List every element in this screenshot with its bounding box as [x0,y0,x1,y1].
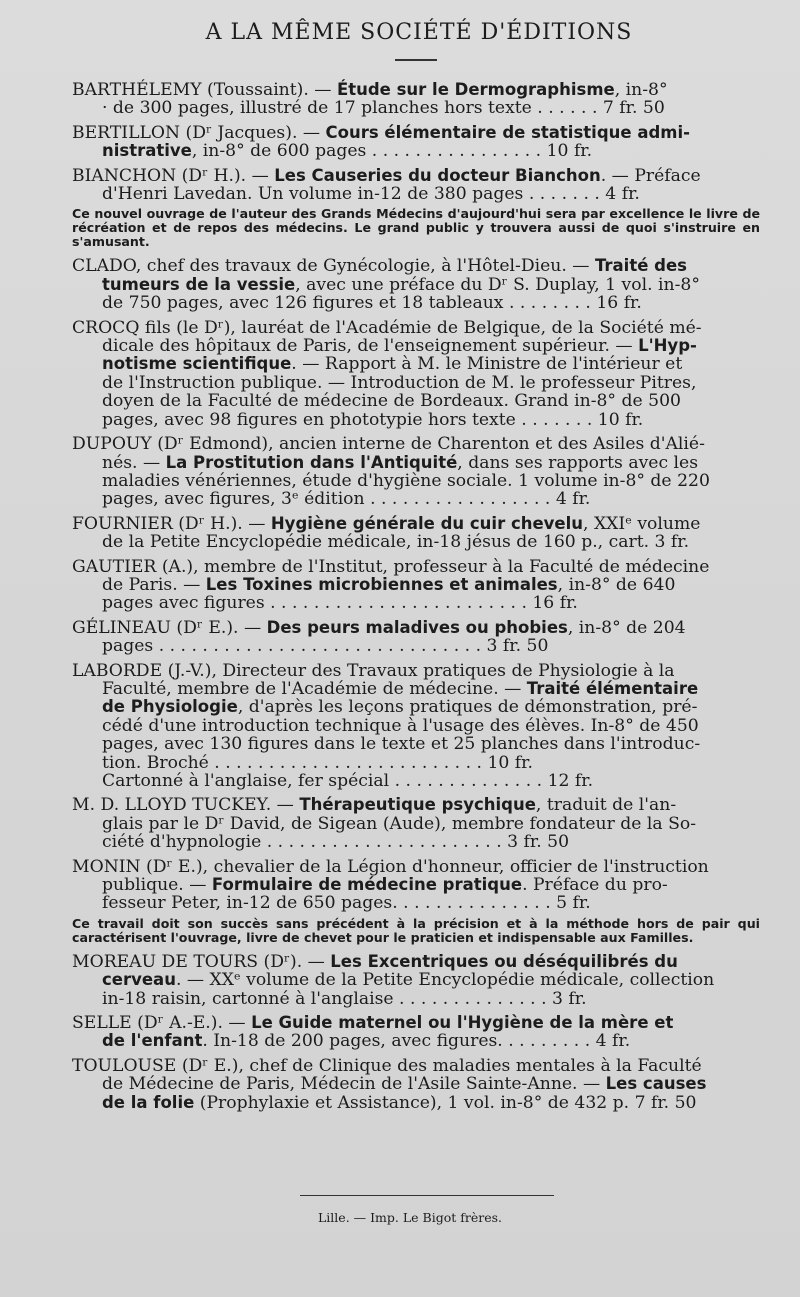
book-title: Traité des [594,256,687,276]
book-title: Formulaire de médecine pratique [211,875,523,895]
catalog-entry [72,319,760,429]
catalog-entry [72,81,760,118]
entry-line: Cartonné à l'anglaise, fer spécial . . . . . . . . . . . . . . 12 fr. [102,771,594,791]
entry-line: nistrative, in-8° de 600 pages . . . . . . . . . . . . . . . . 10 fr. [102,141,593,162]
book-title: L'Hyp- [638,336,697,356]
entry-line: pages, avec figures, 3ᵉ édition . . . . . . . . . . . . . . . . . 4 fr. [102,489,591,510]
page-heading: A LA MÊME SOCIÉTÉ D'ÉDITIONS [205,20,633,45]
book-title: Le Guide maternel ou l'Hygiène de la mère et [251,1013,674,1033]
entry-line: d'Henri Lavedan. Un volume in-12 de 380 pages . . . . . . . 4 fr. [102,184,640,205]
catalog-entry [72,558,760,613]
entry-line: BIANCHON (Dʳ H.). — Les Causeries du docteur Bianchon. — Préface [72,165,701,186]
heading-rule [395,59,437,61]
entry-line: pages, avec 98 figures en phototypie hors texte . . . . . . . 10 fr. [102,409,644,430]
book-title: Les Excentriques ou déséquilibrés du [330,951,678,971]
entry-line: pages avec figures . . . . . . . . . . . . . . . . . . . . . . . . 16 fr. [102,593,578,614]
catalog-entry [72,124,760,161]
entry-line: notisme scientifique. — Rapport à M. le Ministre de l'intérieur et [102,354,683,375]
book-title: de Physiologie [102,697,238,717]
entry-line: de l'Instruction publique. — Introduction de M. le professeur Pitres, [102,372,697,393]
catalog-entry [72,1014,760,1051]
entry-line: cerveau. — XXᵉ volume de la Petite Encyclopédie médicale, collection [102,970,715,991]
book-title: notisme scientifique [102,354,292,374]
entry-line: de Paris. — Les Toxines microbiennes et animales, in-8° de 640 [102,574,676,595]
book-title: Traité élémentaire [526,678,699,698]
catalog-entry [72,435,760,509]
book-title: de la folie [102,1092,195,1112]
entry-line: CLADO, chef des travaux de Gynécologie, à l'Hôtel-Dieu. — Traité des [72,256,687,277]
entry-line: in-18 raisin, cartonné à l'anglaise . . . . . . . . . . . . . . 3 fr. [102,988,587,1009]
entry-line: Faculté, membre de l'Académie de médecine. — Traité élémentaire [102,678,699,699]
footer-rule [300,1195,554,1196]
entry-line: dicale des hôpitaux de Paris, de l'enseignement supérieur. — L'Hyp- [102,336,697,357]
catalog-entry [72,662,760,791]
entry-line: M. D. LLOYD TUCKEY. — Thérapeutique psychique, traduit de l'an- [72,795,677,816]
entry-line: de Physiologie, d'après les leçons pratiques de démonstration, pré- [102,697,698,718]
entry-line: CROCQ fils (le Dʳ), lauréat de l'Académie de Belgique, de la Société mé- [72,317,702,338]
book-title: Les Causeries du docteur Bianchon [274,165,601,185]
catalog-entry [72,257,760,312]
entry-line: SELLE (Dʳ A.-E.). — Le Guide maternel ou l'Hygiène de la mère et [72,1013,674,1034]
entry-line: doyen de la Faculté de médecine de Bordeaux. Grand in-8° de 500 [102,391,681,412]
entry-line: ciété d'hypnologie . . . . . . . . . . . . . . . . . . . . . . 3 fr. 50 [102,832,570,853]
entry-line: LABORDE (J.-V.), Directeur des Travaux pratiques de Physiologie à la [72,660,675,681]
book-title: cerveau [102,970,176,990]
catalog-entry [72,167,760,250]
entry-line: · de 300 pages, illustré de 17 planches hors texte . . . . . . 7 fr. 50 [102,98,665,119]
book-title: de l'enfant [102,1031,203,1051]
book-title: Les causes [605,1074,707,1094]
book-title: Étude sur le Dermographisme [336,80,615,99]
catalog-entry [72,1057,760,1112]
entry-line: de 750 pages, avec 126 figures et 18 tableaux . . . . . . . . 16 fr. [102,293,642,314]
entry-line: BARTHÉLEMY (Toussaint). — Étude sur le Dermographisme, in-8° [72,80,668,100]
entry-line: pages . . . . . . . . . . . . . . . . . . . . . . . . . . . . . . 3 fr. 50 [102,636,549,657]
entry-note: Ce nouvel ouvrage de l'auteur des Grands Médecins d'aujourd'hui sera par excellence le livre de récréation et de repos des médecins. Le grand public y trouvera aussi de quoi s'instruire en s'amusant. [72,206,760,250]
entry-line: de la folie (Prophylaxie et Assistance), 1 vol. in-8° de 432 p. 7 fr. 50 [102,1092,697,1113]
entry-line: pages, avec 130 figures dans le texte et 25 planches dans l'introduc- [102,734,701,755]
entry-line: nés. — La Prostitution dans l'Antiquité, dans ses rapports avec les [102,452,699,473]
entry-line: MOREAU DE TOURS (Dʳ). — Les Excentriques ou déséquilibrés du [72,951,678,972]
entry-note: Ce travail doit son succès sans précédent à la précision et à la méthode hors de pair qui caractérisent l'ouvrage, livre de chevet pour le praticien et indispensable aux Familles. [72,915,760,945]
catalog-entry [72,796,760,851]
book-title: Thérapeutique psychique [299,795,536,815]
entry-line: TOULOUSE (Dʳ E.), chef de Clinique des maladies mentales à la Faculté [72,1055,702,1076]
printer-footer: Lille. — Imp. Le Bigot frères. [318,1210,502,1225]
entry-line: publique. — Formulaire de médecine pratique. Préface du pro- [102,875,668,896]
catalog-entries [72,81,760,1112]
entry-line: de l'enfant. In-18 de 200 pages, avec figures. . . . . . . . . 4 fr. [102,1031,631,1052]
book-title: Les Toxines microbiennes et animales [205,574,558,594]
entry-line: de la Petite Encyclopédie médicale, in-18 jésus de 160 p., cart. 3 fr. [102,532,690,553]
book-title: nistrative [102,141,192,161]
book-title: Des peurs maladives ou phobies [266,617,568,637]
entry-line: MONIN (Dʳ E.), chevalier de la Légion d'honneur, officier de l'instruction [72,856,709,877]
entry-line: FOURNIER (Dʳ H.). — Hygiène générale du cuir chevelu, XXIᵉ volume [72,513,701,534]
entry-line: cédé d'une introduction technique à l'usage des élèves. In-8° de 450 [102,715,699,736]
entry-line: maladies vénériennes, étude d'hygiène sociale. 1 volume in-8° de 220 [102,470,710,491]
entry-line: de Médecine de Paris, Médecin de l'Asile Sainte-Anne. — Les causes [102,1074,707,1095]
entry-line: GÉLINEAU (Dʳ E.). — Des peurs maladives ou phobies, in-8° de 204 [72,617,686,638]
entry-line: glais par le Dʳ David, de Sigean (Aude), membre fondateur de la So- [102,813,697,834]
entry-line: DUPOUY (Dʳ Edmond), ancien interne de Charenton et des Asiles d'Alié- [72,434,705,455]
book-title: Hygiène générale du cuir chevelu [270,513,584,533]
book-title: La Prostitution dans l'Antiquité [165,452,458,472]
entry-line: GAUTIER (A.), membre de l'Institut, professeur à la Faculté de médecine [72,556,710,577]
catalog-entry [72,619,760,656]
entry-line: fesseur Peter, in-12 de 650 pages. . . . . . . . . . . . . . . 5 fr. [102,893,591,914]
book-title: tumeurs de la vessie [102,274,296,294]
catalog-entry [72,515,760,552]
entry-line: BERTILLON (Dʳ Jacques). — Cours élémentaire de statistique admi- [72,122,690,143]
catalog-entry [72,953,760,1008]
book-title: Cours élémentaire de statistique admi- [325,122,690,142]
entry-line: tumeurs de la vessie, avec une préface du Dʳ S. Duplay, 1 vol. in-8° [102,274,700,295]
entry-line: tion. Broché . . . . . . . . . . . . . . . . . . . . . . . . . 10 fr. [102,752,533,773]
catalog-entry [72,858,760,945]
